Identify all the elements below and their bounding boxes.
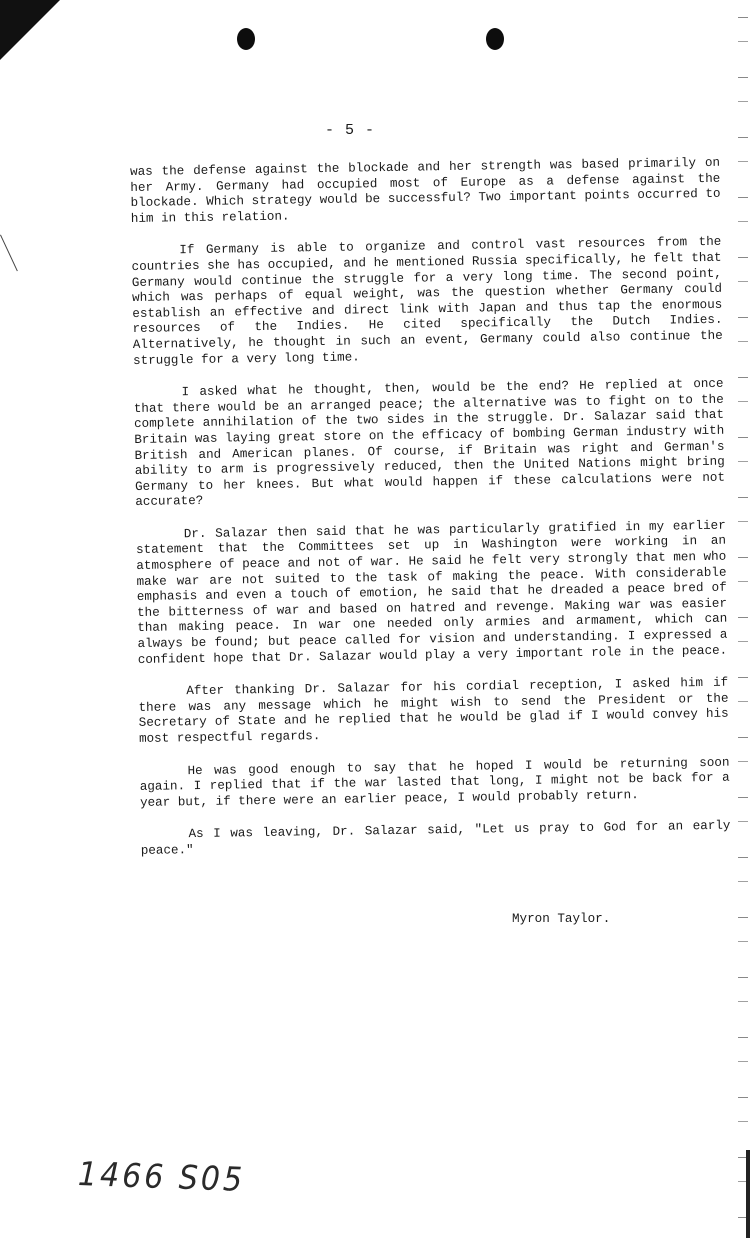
paragraph-3: I asked what he thought, then, would be the end? He replied at once that there would be an arranged peace; the alternative was to fight on to the complete annihilation of the two sides in the struggle. Dr. Salazar said that Britain was laying great store on the efficacy of bombing German industry with British and American planes. Of course, if Britain was right and German's ability to arm is progressively reduced, then the United Nations might bring Germany to her knees. But what would happen if these calculations were not accurate?	[133, 376, 726, 510]
page-number: - 5 -	[324, 122, 375, 139]
punch-hole-left	[237, 28, 255, 50]
paragraph-7: As I was leaving, Dr. Salazar said, "Let us pray to God for an early peace."	[140, 819, 731, 858]
signature: Myron Taylor.	[512, 912, 611, 926]
paragraph-4: Dr. Salazar then said that he was particularly gratified in my earlier statement that the Committees set up in Washington were working in an atmosphere of peace and not of war. He said he felt very strongly that men who make war are not suited to the task of making the peace. With considerable emphasis and even a touch of emotion, he said that he dreaded a peace bred of the bitterness of war and based on hatred and revenge. Making war was easier than making peace. In war one needed only armies and armament, which can always be found; but peace called for vision and understanding. I expressed a confident hope that Dr. Salazar would play a very important role in the peace.	[135, 518, 728, 667]
scan-edge-bar	[746, 1150, 750, 1238]
paragraph-1: was the defense against the blockade and her strength was based primarily on her Army. Germany had occupied most of Europe as a defense against the blockade. Which strategy would be successful? Two important points occurred to him in this relation.	[130, 155, 721, 226]
scan-artifact-line	[0, 235, 18, 272]
punch-hole-right	[486, 28, 504, 50]
scan-corner-mark	[0, 0, 60, 60]
paragraph-2: If Germany is able to organize and control vast resources from the countries she has occupied, and he mentioned Russia specifically, he felt that Germany would continue the struggle for a very long time. The second point, which was perhaps of equal weight, was the question whether Germany could establish an effective and direct link with Japan and thus tap the enormous resources of the Indies. He cited specifically the Dutch Indies. Alternatively, he thought in such an event, Germany could also continue the struggle for a very long time.	[131, 235, 723, 368]
scan-edge-specks	[738, 0, 748, 1238]
paragraph-5: After thanking Dr. Salazar for his cordial reception, I asked him if there was any message which he might wish to send the President or the Secretary of State and he replied that he would be glad if I would convey his most respectful regards.	[138, 675, 729, 746]
handwritten-file-number: 1466 S05	[77, 1155, 246, 1200]
paragraph-6: He was good enough to say that he hoped I would be returning soon again. I replied that if the war lasted that long, I might not be back for a year but, if there were an earlier peace, I would probably return.	[139, 755, 730, 810]
letter-body	[130, 156, 731, 877]
